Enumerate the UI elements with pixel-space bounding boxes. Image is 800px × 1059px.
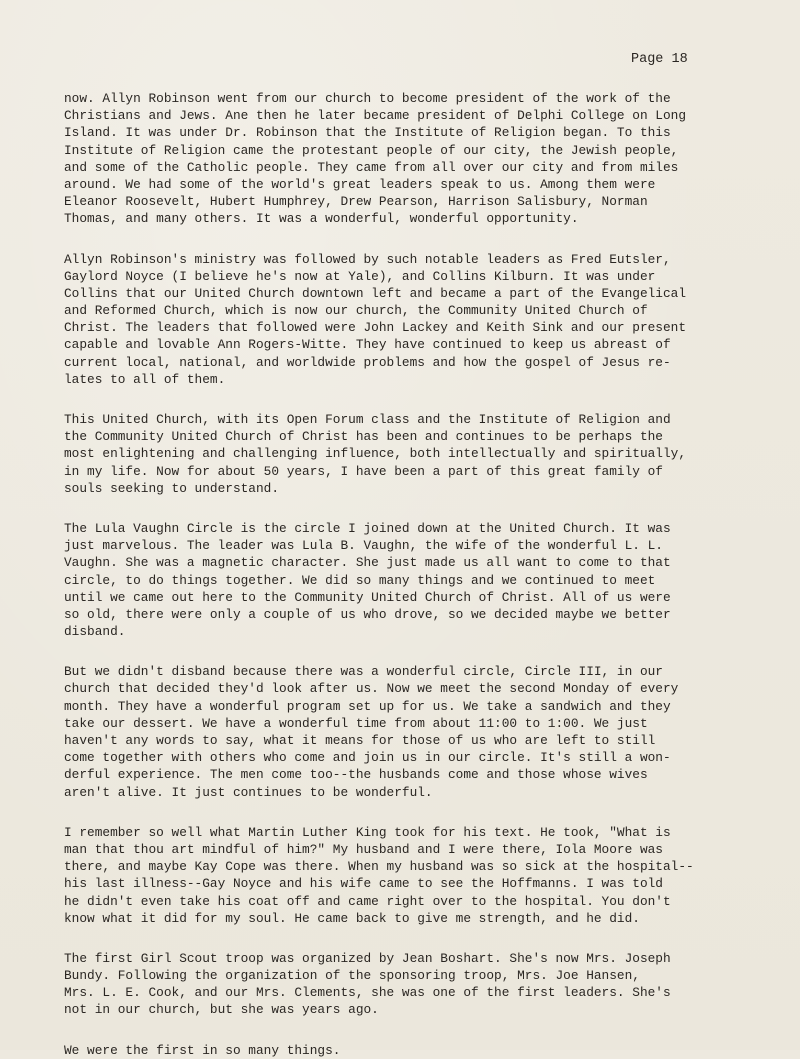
paragraph [64, 251, 744, 389]
text-line: disband. [64, 624, 126, 640]
text-line: Bundy. Following the organization of the sponsoring troop, Mrs. Joe Hansen, [64, 968, 640, 984]
text-line: lates to all of them. [64, 371, 226, 387]
text-line: The Lula Vaughn Circle is the circle I joined down at the United Church. It was [64, 520, 671, 536]
text-line: take our dessert. We have a wonderful time from about 11:00 to 1:00. We just [64, 715, 648, 731]
text-line: Eleanor Roosevelt, Hubert Humphrey, Drew Pearson, Harrison Salisbury, Norman [64, 194, 648, 210]
text-line: This United Church, with its Open Forum class and the Institute of Religion and [64, 412, 671, 427]
text-line: his last illness--Gay Noyce and his wife came to see the Hoffmanns. I was told [64, 876, 663, 892]
text-line: Christ. The leaders that followed were John Lackey and Keith Sink and our present [64, 320, 687, 336]
text-line: and Reformed Church, which is now our church, the Community United Church of [64, 303, 648, 319]
text-line: Allyn Robinson's ministry was followed by such notable leaders as Fred Eutsler, [64, 251, 671, 267]
text-line: so old, there were only a couple of us who drove, so we decided maybe we better [64, 606, 671, 622]
text-line: month. They have a wonderful program set up for us. We take a sandwich and they [64, 698, 671, 714]
text-line: Thomas, and many others. It was a wonderful, wonderful opportunity. [64, 211, 579, 227]
text-line: Institute of Religion came the protestant people of our city, the Jewish people, [64, 142, 679, 158]
text-line: aren't alive. It just continues to be wonderful. [64, 784, 433, 800]
text-line: just marvelous. The leader was Lula B. Vaughn, the wife of the wonderful L. L. [64, 538, 663, 554]
text-line: Collins that our United Church downtown left and became a part of the Evangelical [64, 285, 687, 301]
paragraph [64, 520, 744, 640]
body-text [64, 90, 744, 1059]
text-line: in my life. Now for about 50 years, I have been a part of this great family of [64, 463, 663, 479]
paragraph [64, 411, 744, 497]
text-line: current local, national, and worldwide problems and how the gospel of Jesus re- [64, 354, 671, 370]
text-line: now. Allyn Robinson went from our church to become president of the work of the [64, 91, 671, 106]
text-line: capable and lovable Ann Rogers-Witte. They have continued to keep us abreast of [64, 337, 671, 353]
text-line: Mrs. L. E. Cook, and our Mrs. Clements, she was one of the first leaders. She's [64, 985, 671, 1001]
text-line: Vaughn. She was a magnetic character. She just made us all want to come to that [64, 555, 671, 571]
text-line: derful experience. The men come too--the husbands come and those whose wives [64, 767, 648, 783]
text-line: not in our church, but she was years ago. [64, 1002, 379, 1018]
text-line: circle, to do things together. We did so many things and we continued to meet [64, 572, 656, 588]
text-line: until we came out here to the Community United Church of Christ. All of us were [64, 589, 671, 605]
text-line: there, and maybe Kay Cope was there. When my husband was so sick at the hospital-- [64, 859, 694, 875]
page-number: Page 18 [631, 52, 688, 67]
paragraph [64, 90, 744, 228]
text-line: Island. It was under Dr. Robinson that the Institute of Religion began. To this [64, 125, 671, 141]
text-line: souls seeking to understand. [64, 480, 280, 496]
text-line: come together with others who come and join us in our circle. It's still a won- [64, 750, 671, 766]
text-line: church that decided they'd look after us. Now we meet the second Monday of every [64, 681, 679, 697]
text-line: around. We had some of the world's great leaders speak to us. Among them were [64, 176, 656, 192]
text-line: Gaylord Noyce (I believe he's now at Yale), and Collins Kilburn. It was under [64, 268, 656, 284]
paragraph [64, 950, 744, 1019]
text-line: he didn't even take his coat off and came right over to the hospital. You don't [64, 893, 671, 909]
text-line: Christians and Jews. Ane then he later became president of Delphi College on Long [64, 108, 687, 124]
paragraph [64, 663, 744, 801]
text-line: the Community United Church of Christ has been and continues to be perhaps the [64, 429, 663, 445]
text-line: But we didn't disband because there was a wonderful circle, Circle III, in our [64, 664, 663, 680]
text-line: most enlightening and challenging influence, both intellectually and spiritually, [64, 446, 687, 462]
paragraph [64, 824, 744, 927]
text-line: know what it did for my soul. He came back to give me strength, and he did. [64, 910, 640, 926]
paragraph [64, 1042, 744, 1059]
text-line: and some of the Catholic people. They came from all over our city and from miles [64, 159, 679, 175]
text-line: We were the first in so many things. [64, 1042, 341, 1058]
text-line: The first Girl Scout troop was organized by Jean Boshart. She's now Mrs. Joseph [64, 950, 671, 966]
text-line: I remember so well what Martin Luther King took for his text. He took, "What is [64, 824, 671, 840]
text-line: man that thou art mindful of him?" My husband and I were there, Iola Moore was [64, 841, 663, 857]
text-line: haven't any words to say, what it means for those of us who are left to still [64, 733, 656, 748]
